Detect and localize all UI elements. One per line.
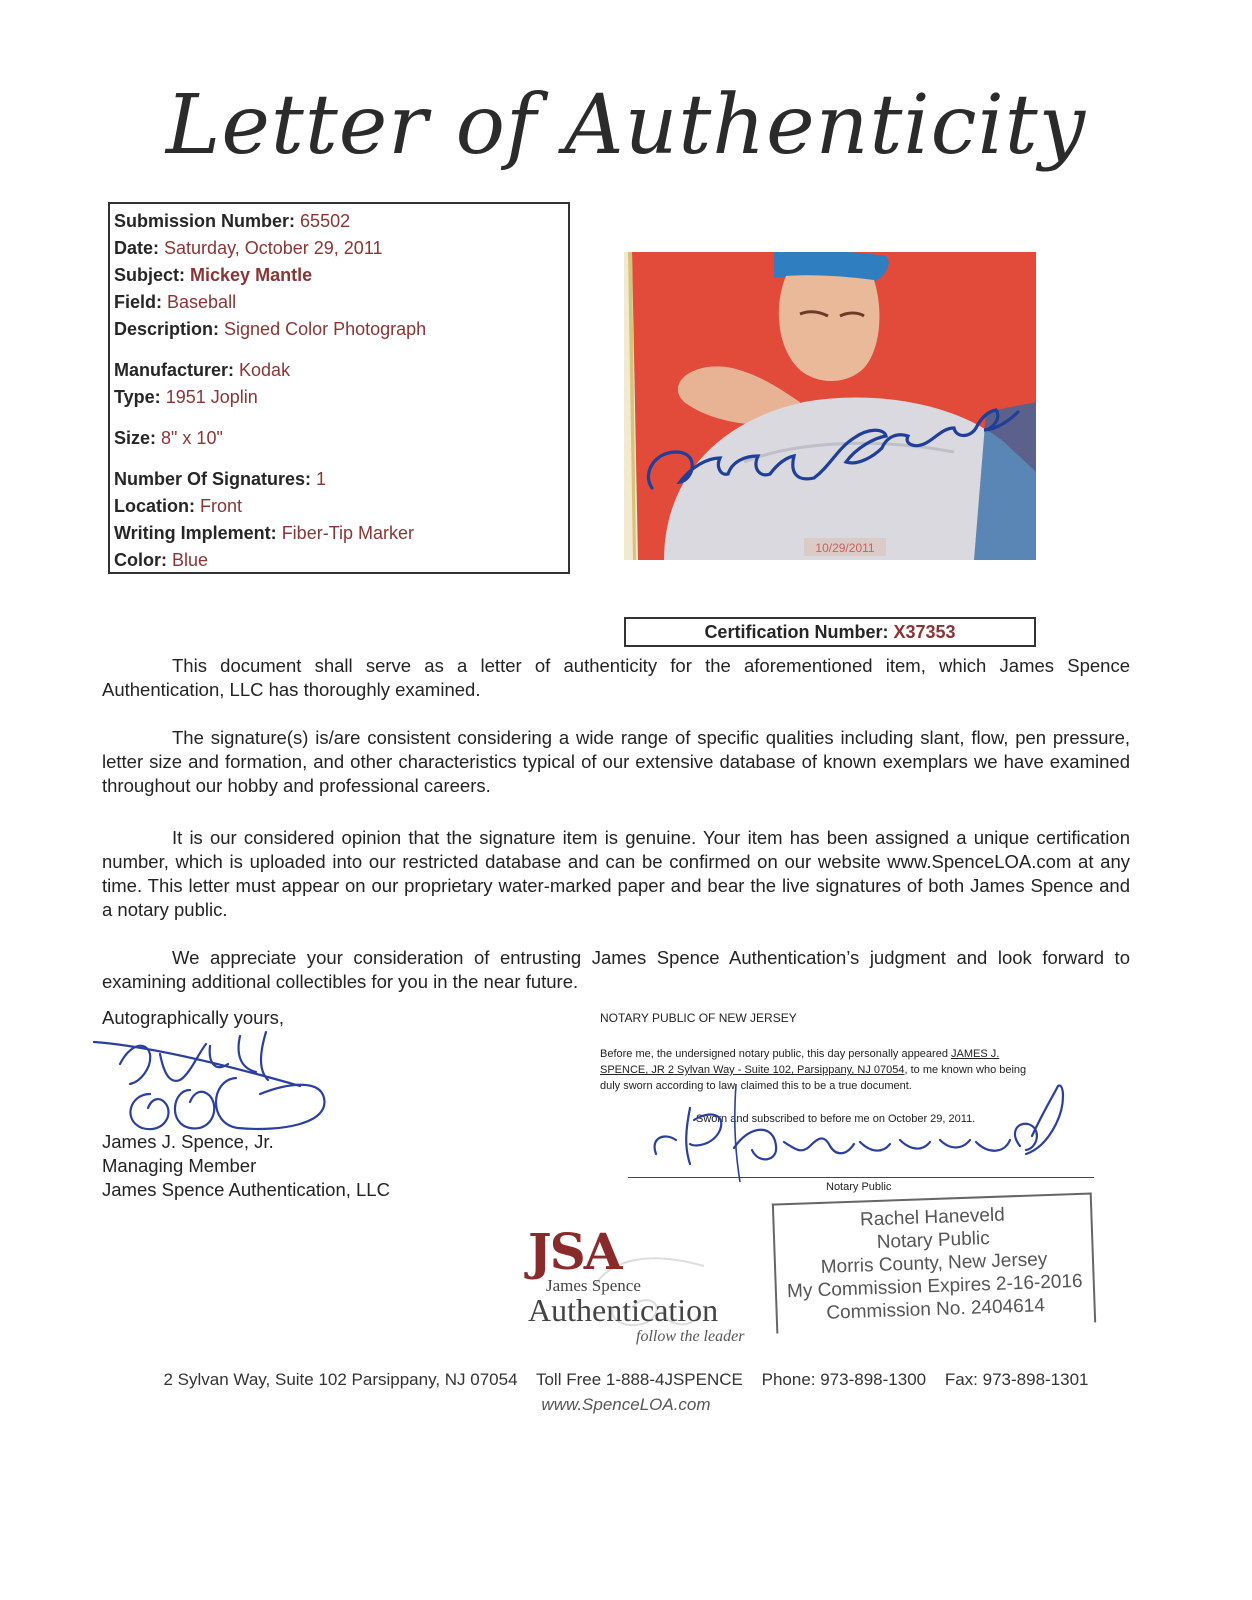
footer-fax: Fax: 973-898-1301 [944,1370,1089,1389]
date-row [114,235,564,262]
certification-label: Certification Number: [704,622,889,642]
location-row [114,493,564,520]
photo-date-stamp: 10/29/2011 [815,541,875,555]
item-info-box [108,202,570,574]
footer-toll-free: Toll Free 1-888-4JSPENCE [535,1370,743,1389]
signer-company: James Spence Authentication, LLC [102,1179,390,1200]
certification-box [624,617,1036,647]
signed-photo [624,252,1036,560]
description-value: Signed Color Photograph [224,319,427,339]
field-label: Field: [114,292,162,312]
jsa-logo [524,1222,774,1345]
stamp-line-county: Morris County, New Jersey [820,1249,1048,1278]
type-row [114,384,564,411]
implement-value: Fiber-Tip Marker [281,523,415,543]
type-label: Type: [114,387,161,407]
manufacturer-row [114,357,564,384]
location-value: Front [200,496,243,516]
color-value: Blue [172,550,209,570]
description-row [114,316,564,343]
paragraph-2: The signature(s) is/are consistent considering a wide range of specific qualities including slant, flow, pen pressure, letter size and formation, and other characteristics typical of our extensive database of known exemplars we have examined throughout our hobby and professional careers. [102,727,1130,796]
notary-appearer: JAMES J. SPENCE, JR 2 Sylvan Way - Suite 102, Parsippany, NJ 07054 [600,1048,1000,1076]
manufacturer-value: Kodak [239,360,291,380]
size-row [114,425,564,452]
notary-signature [650,1084,1080,1184]
type-value: 1951 Joplin [165,387,258,407]
footer-address: 2 Sylvan Way, Suite 102 Parsippany, NJ 07054 [163,1370,518,1389]
implement-label: Writing Implement: [114,523,277,543]
stamp-line-expires: My Commission Expires 2-16-2016 [786,1270,1083,1303]
jsa-authentication: Authentication [528,1292,719,1328]
date-value: Saturday, October 29, 2011 [164,238,383,258]
stamp-line-title: Notary Public [876,1228,991,1253]
notary-heading: NOTARY PUBLIC OF NEW JERSEY [600,1011,797,1025]
size-label: Size: [114,428,157,448]
num-signatures-row [114,466,564,493]
color-label: Color: [114,550,167,570]
paragraph-1: This document shall serve as a letter of authenticity for the aforementioned item, which James Spence Authentication, LLC has thoroughly examined. [102,655,1130,700]
submission-row [114,208,564,235]
notary-public-label: Notary Public [826,1181,892,1193]
signer-role: Managing Member [102,1155,257,1176]
color-row [114,547,564,574]
submission-label: Submission Number: [114,211,296,231]
date-label: Date: [114,238,160,258]
page-title: Letter of Authenticity [165,78,1087,173]
subject-row [114,262,564,289]
paragraph-4: We appreciate your consideration of entrusting James Spence Authentication’s judgment and look forward to examining additional collectibles for you in the near future. [102,947,1130,992]
subject-label: Subject: [114,265,186,285]
footer-website[interactable]: www.SpenceLOA.com [541,1395,711,1414]
jsa-james-spence: James Spence [546,1276,641,1295]
size-value: 8" x 10" [161,428,223,448]
footer-contact [0,1370,1252,1390]
num-signatures-value: 1 [316,469,327,489]
notary-body-post: , to me known who being duly sworn according to law, claimed this to be a true document. [600,1064,1027,1092]
manufacturer-label: Manufacturer: [114,360,235,380]
stamp-line-name: Rachel Haneveld [859,1204,1006,1231]
notary-stamp [772,1192,1096,1333]
footer-phone: Phone: 973-898-1300 [761,1370,927,1389]
spence-signature [90,1024,340,1136]
num-signatures-label: Number Of Signatures: [114,469,312,489]
notary-signature-line [628,1177,1094,1178]
signer-name: James J. Spence, Jr. [102,1131,274,1152]
location-label: Location: [114,496,195,516]
paragraph-3: It is our considered opinion that the signature item is genuine. Your item has been assigned a unique certification number, which is uploaded into our restricted database and can be confirmed on our website www.SpenceLOA.com at any time. This letter must appear on our proprietary water-marked paper and bear the live signatures of both James Spence and a notary public. [102,827,1130,920]
photo-image [624,252,1036,560]
closing-salutation: Autographically yours, [102,1007,285,1028]
implement-row [114,520,564,547]
jsa-tagline: follow the leader [636,1328,745,1345]
description-label: Description: [114,319,220,339]
field-value: Baseball [167,292,237,312]
stamp-line-number: Commission No. 2404614 [826,1295,1046,1324]
subject-value: Mickey Mantle [190,265,313,285]
field-row [114,289,564,316]
submission-value: 65502 [300,211,351,231]
jsa-letters: JSA [528,1222,621,1281]
notary-body-pre: Before me, the undersigned notary public, this day personally appeared [600,1048,951,1060]
notary-sworn-line: Sworn and subscribed to before me on October 29, 2011. [696,1113,976,1125]
certification-value: X37353 [893,622,956,642]
